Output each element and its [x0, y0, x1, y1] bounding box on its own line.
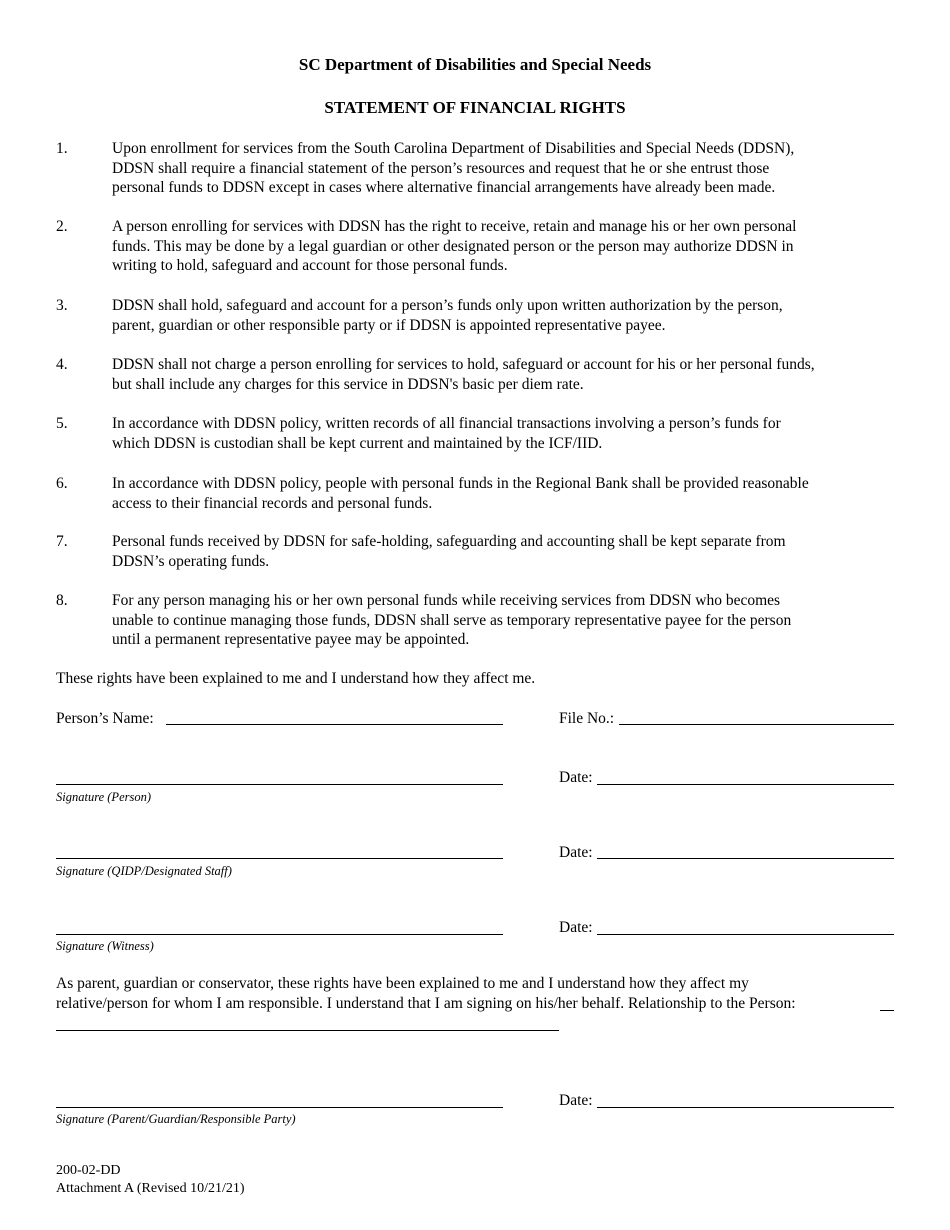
right-4-text	[112, 355, 892, 394]
date-field-person[interactable]	[597, 770, 894, 785]
right-1-text	[112, 139, 892, 198]
relationship-field-start[interactable]	[880, 996, 894, 1011]
guardian-statement	[56, 974, 896, 1013]
right-2-line-1: A person enrolling for services with DDSN has the right to receive, retain and manage his or her own personal	[112, 218, 797, 235]
date-field-parent[interactable]	[597, 1093, 894, 1108]
signature-person-field[interactable]	[56, 770, 503, 785]
right-3-line-1: DDSN shall hold, safeguard and account for a person’s funds only upon written authorization by the person,	[112, 297, 783, 314]
signature-qidp-caption: Signature (QIDP/Designated Staff)	[56, 864, 232, 878]
date-label-3: Date:	[559, 919, 593, 936]
attachment-revision: Attachment A (Revised 10/21/21)	[56, 1181, 245, 1196]
right-1-line-1: Upon enrollment for services from the South Carolina Department of Disabilities and Special Needs (DDSN),	[112, 140, 795, 157]
file-no-field[interactable]	[619, 710, 894, 725]
right-3-text	[112, 296, 892, 335]
right-7-number: 7.	[56, 533, 68, 550]
guardian-statement-line-1: As parent, guardian or conservator, these rights have been explained to me and I understand how they affect my	[56, 975, 749, 992]
right-4-number: 4.	[56, 356, 68, 373]
right-4-line-1: DDSN shall not charge a person enrolling for services to hold, safeguard or account for his or her personal funds,	[112, 356, 815, 373]
right-8-text	[112, 591, 892, 650]
right-6-line-1: In accordance with DDSN policy, people with personal funds in the Regional Bank shall be provided reasonable	[112, 475, 809, 492]
date-label-1: Date:	[559, 769, 593, 786]
right-8-number: 8.	[56, 592, 68, 609]
right-2-line-2: funds. This may be done by a legal guardian or other designated person or the person may authorize DDSN in	[112, 237, 794, 255]
right-5-number: 5.	[56, 415, 68, 432]
right-2-number: 2.	[56, 218, 68, 235]
right-5-text	[112, 414, 892, 453]
right-3-line-2: parent, guardian or other responsible party or if DDSN is appointed representative payee.	[112, 316, 666, 334]
signature-parent-caption: Signature (Parent/Guardian/Responsible Party)	[56, 1112, 296, 1126]
file-no-label: File No.:	[559, 710, 615, 727]
date-field-witness[interactable]	[597, 920, 894, 935]
right-6-number: 6.	[56, 475, 68, 492]
right-6-text	[112, 474, 892, 513]
right-1-line-2: DDSN shall require a financial statement of the person’s resources and request that he or she entrust those	[112, 159, 770, 177]
right-5-line-2: which DDSN is custodian shall be kept current and maintained by the ICF/IID.	[112, 434, 603, 452]
relationship-field[interactable]	[56, 1016, 559, 1031]
guardian-statement-line-2-wrap	[56, 994, 896, 1014]
signature-witness-caption: Signature (Witness)	[56, 939, 154, 953]
right-8-line-3: until a permanent representative payee may be appointed.	[112, 631, 470, 648]
right-3-number: 3.	[56, 297, 68, 314]
right-2-line-3: writing to hold, safeguard and account for those personal funds.	[112, 257, 508, 274]
right-4-line-2: but shall include any charges for this service in DDSN's basic per diem rate.	[112, 375, 584, 393]
page-title: STATEMENT OF FINANCIAL RIGHTS	[324, 98, 626, 117]
persons-name-label: Person’s Name:	[56, 710, 154, 727]
persons-name-field[interactable]	[166, 710, 503, 725]
signature-witness-field[interactable]	[56, 920, 503, 935]
signature-person-caption: Signature (Person)	[56, 790, 152, 804]
agency-heading: SC Department of Disabilities and Special Needs	[298, 55, 652, 74]
right-7-line-2: DDSN’s operating funds.	[112, 552, 270, 570]
date-label-4: Date:	[559, 1092, 593, 1109]
form-number: 200-02-DD	[56, 1163, 121, 1178]
right-8-line-2: unable to continue managing those funds, DDSN shall serve as temporary representative payee for the person	[112, 611, 792, 629]
signature-parent-field[interactable]	[56, 1093, 503, 1108]
right-5-line-1: In accordance with DDSN policy, written records of all financial transactions involving a person’s funds for	[112, 415, 781, 432]
signature-qidp-field[interactable]	[56, 844, 503, 859]
date-field-qidp[interactable]	[597, 844, 894, 859]
right-2-text	[112, 217, 892, 276]
right-7-line-1: Personal funds received by DDSN for safe-holding, safeguarding and accounting shall be kept separate from	[112, 533, 786, 550]
right-6-line-2: access to their financial records and personal funds.	[112, 494, 433, 512]
date-label-2: Date:	[559, 844, 593, 861]
right-8-line-1: For any person managing his or her own personal funds while receiving services from DDSN who becomes	[112, 592, 781, 609]
right-1-number: 1.	[56, 140, 68, 157]
right-7-text	[112, 532, 892, 571]
guardian-statement-line-2: relative/person for whom I am responsible. I understand that I am signing on his/her behalf. Relationship to the Person:	[56, 994, 796, 1012]
acknowledgement-text: These rights have been explained to me and I understand how they affect me.	[56, 670, 536, 687]
right-1-line-3: personal funds to DDSN except in cases where alternative financial arrangements have already been made.	[112, 179, 776, 196]
